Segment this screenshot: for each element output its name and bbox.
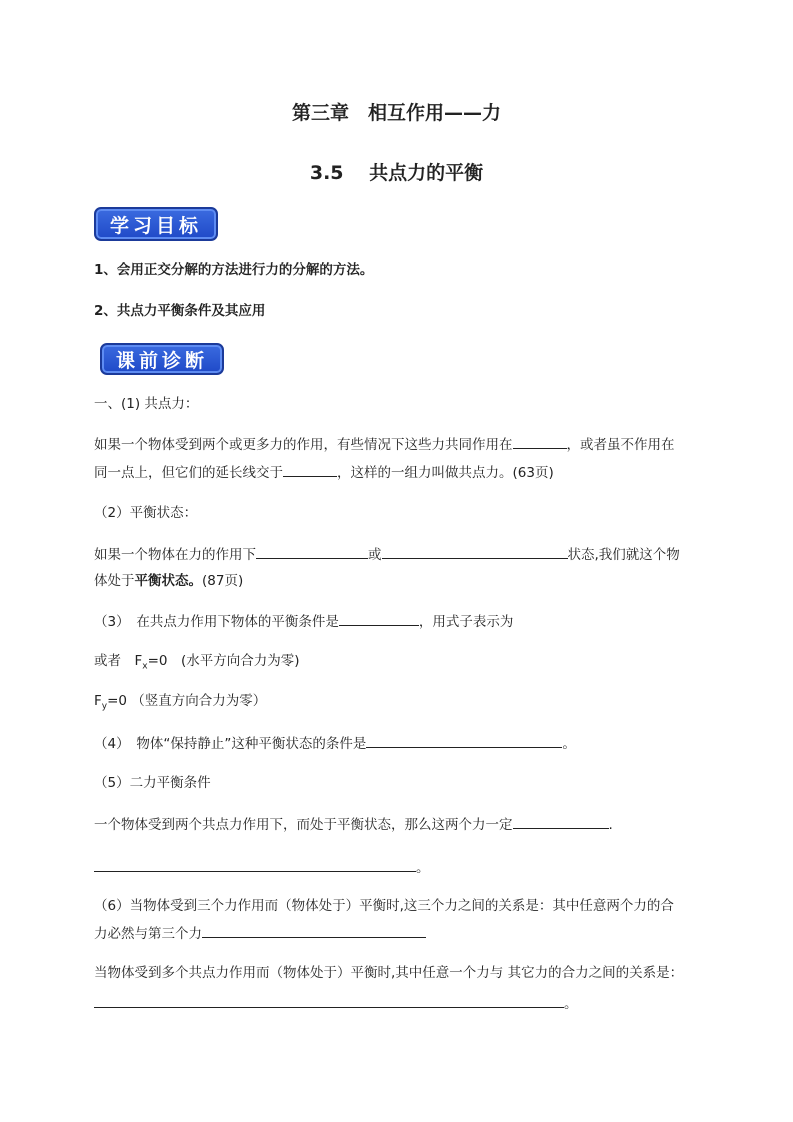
q6-blank-1[interactable]: [202, 923, 426, 938]
goal-2: 2、共点力平衡条件及其应用: [94, 303, 266, 319]
q1-blank-2[interactable]: [283, 462, 337, 477]
q2-text-c: 状态,我们就这个物: [567, 547, 680, 563]
q2-heading: （2）平衡状态：: [94, 505, 198, 521]
q5-line-1: [94, 814, 613, 835]
q6-text-b: 力必然与第三个力: [94, 926, 202, 942]
q2-text-b: 或: [368, 547, 382, 563]
section-title: 3.5 共点力的平衡: [309, 162, 484, 184]
q2-text-e: (87页): [202, 573, 244, 589]
q4-line: [94, 733, 576, 754]
q5-heading: （5）二力平衡条件: [94, 775, 211, 791]
q4-text-a: （4） 物体“保持静止”这种平衡状态的条件是: [94, 736, 367, 752]
goal-1: 1、会用正交分解的方法进行力的分解的方法。: [94, 262, 374, 278]
q2-blank-1[interactable]: [256, 544, 368, 559]
q3-text-c2: =0 (水平方向合力为零): [147, 653, 300, 669]
q6-line-3: 当物体受到多个共点力作用而（物体处于）平衡时,其中任意一个力与 其它力的合力之间的关系是：: [94, 965, 684, 981]
q5-text-b: .: [608, 817, 613, 833]
q1-text-a: 如果一个物体受到两个或更多力的作用，有些情况下这些力共同作用在: [94, 437, 513, 453]
q2-text-d: 体处于: [94, 573, 135, 589]
q3-text-c: 或者 F: [94, 653, 143, 669]
q1-blank-1[interactable]: [513, 434, 567, 449]
diagnosis-badge: [100, 343, 224, 375]
q6-line-4: [94, 993, 578, 1014]
q3-text-d2: =0 （竖直方向合力为零）: [107, 693, 267, 709]
chapter-title: 第三章 相互作用——力: [291, 102, 501, 124]
q3-line-2: [94, 651, 300, 677]
q3-blank[interactable]: [339, 611, 419, 626]
goals-badge-label: 学习目标: [109, 214, 202, 237]
q3-sub-x: x: [142, 661, 148, 672]
q1-text-c: 同一点上，但它们的延长线交于: [94, 465, 283, 481]
q2-text-a: 如果一个物体在力的作用下: [94, 547, 256, 563]
q3-text-d: F: [94, 693, 102, 709]
q1-line-1: [94, 434, 675, 455]
q5-blank-2[interactable]: [94, 857, 416, 872]
q5-text-a: 一个物体受到两个共点力作用下，而处于平衡状态，那么这两个力一定: [94, 817, 513, 833]
q4-text-b: 。: [562, 736, 576, 752]
q6-line-1: （6）当物体受到三个力作用而（物体处于）平衡时,这三个力之间的关系是：其中任意两个力的合: [94, 898, 674, 914]
q2-blank-2[interactable]: [382, 544, 568, 559]
q3-line-3: [94, 691, 266, 717]
q3-text-a: （3） 在共点力作用下物体的平衡条件是: [94, 614, 339, 630]
q6-end: 。: [564, 996, 578, 1012]
q2-line-1: [94, 544, 680, 565]
q1-text-d: ，这样的一组力叫做共点力。(63页): [337, 465, 554, 481]
goals-badge: [94, 207, 218, 241]
q5-line-2: [94, 857, 430, 878]
q5-end: 。: [416, 860, 430, 876]
q5-blank-1[interactable]: [513, 814, 609, 829]
q2-line-2: [94, 571, 243, 591]
q1-line-2: [94, 462, 554, 483]
diagnosis-badge-label: 课前诊断: [115, 349, 208, 372]
q3-sub-y: y: [101, 701, 108, 712]
q3-text-b: ，用式子表示为: [418, 614, 514, 630]
q4-blank[interactable]: [366, 733, 562, 748]
q6-blank-2[interactable]: [94, 993, 564, 1008]
q6-line-2: [94, 923, 426, 944]
q1-heading: 一、(1) 共点力：: [94, 396, 199, 412]
q3-line-1: [94, 611, 513, 632]
q1-text-b: ，或者虽不作用在: [566, 437, 675, 453]
q2-bold-term: 平衡状态。: [134, 573, 202, 589]
